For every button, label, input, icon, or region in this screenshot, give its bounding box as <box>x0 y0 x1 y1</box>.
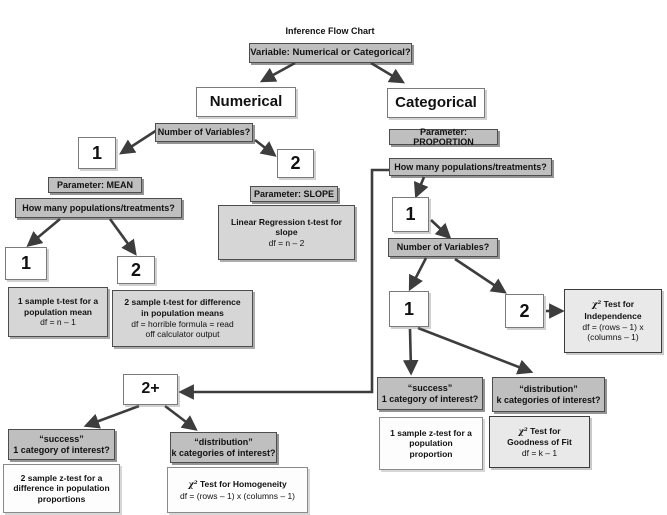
two-populations-mean-box <box>117 256 155 284</box>
numerical-one-variable-box <box>78 137 116 169</box>
two-sample-t-test-line2: in population means <box>141 307 224 318</box>
two-sample-t-test-df2: off calculator output <box>145 329 220 340</box>
linear-regression-line1: Linear Regression t-test for <box>231 216 342 227</box>
chi-symbol: χ² <box>591 300 602 311</box>
numerical-two-variables-box <box>277 149 314 178</box>
categorical-one-variable-box <box>389 291 429 327</box>
parameter-mean-box <box>48 177 142 193</box>
parameter-mean-label: Parameter: MEAN <box>56 179 134 190</box>
categorical-branch-box <box>387 88 485 118</box>
numerical-branch-box <box>196 87 296 117</box>
categorical-two-variables-box <box>505 294 544 328</box>
numerical-one-variable-label: 1 <box>91 142 102 163</box>
two-sample-z-test-line2: difference in population <box>13 483 110 494</box>
chi-square-independence-title: χ² Test for <box>591 299 635 311</box>
variable-question-box <box>249 43 412 63</box>
two-sample-z-test-line1: 2 sample z-test for a <box>20 472 103 483</box>
one-sample-t-test-df: df = n – 1 <box>40 317 76 328</box>
two-sample-t-test-line1: 2 sample t-test for difference <box>124 297 241 308</box>
number-of-variables-categorical-box <box>388 238 498 257</box>
categorical-two-variables-label: 2 <box>519 300 530 321</box>
chi-square-homogeneity-box <box>167 467 308 513</box>
distribution-one-line1: “distribution” <box>519 384 578 395</box>
parameter-proportion-label: Parameter: PROPORTION <box>413 126 474 147</box>
homogeneity-title: χ² Test for Homogeneity <box>188 478 287 490</box>
one-sample-z-test-line1: 1 sample z-test for a <box>390 427 472 438</box>
numerical-two-variables-label: 2 <box>290 153 301 174</box>
one-sample-t-test-line1: 1 sample t-test for a <box>17 296 99 307</box>
chi-square-independence-title2: Independence <box>584 310 642 321</box>
linear-regression-line2: slope <box>275 227 298 238</box>
two-sample-z-test-line3: proportions <box>37 493 86 504</box>
number-of-variables-numerical-label: Number of Variables? <box>157 127 251 138</box>
distribution-two-categories-box <box>170 432 277 463</box>
page-title: Inference Flow Chart <box>285 26 375 36</box>
linear-regression-df: df = n – 2 <box>268 237 305 248</box>
success-one-category-box <box>377 377 483 410</box>
how-many-populations-categorical-box <box>389 158 552 176</box>
how-many-populations-categorical-label: How many populations/treatments? <box>394 161 547 172</box>
two-populations-mean-label: 2 <box>130 259 141 280</box>
parameter-proportion-box <box>389 126 498 147</box>
goodness-title2: Goodness of Fit <box>507 437 572 448</box>
number-of-variables-categorical-label: Number of Variables? <box>396 242 490 253</box>
linear-regression-t-test-box <box>218 205 355 260</box>
one-sample-t-test-line2: population mean <box>24 306 92 317</box>
one-population-mean-box <box>5 247 47 280</box>
categorical-label: Categorical <box>395 94 477 112</box>
one-sample-t-test-box <box>8 287 108 337</box>
chi-symbol: χ² <box>518 426 528 437</box>
one-population-mean-label: 1 <box>20 253 31 274</box>
numerical-label: Numerical <box>209 93 283 111</box>
how-many-populations-numerical-box <box>15 198 182 218</box>
chi-square-independence-df2: (columns – 1) <box>587 332 639 343</box>
variable-question-label: Variable: Numerical or Categorical? <box>250 46 411 58</box>
distribution-one-line2: k categories of interest? <box>496 394 601 405</box>
success-one-line1: “success” <box>407 383 453 394</box>
distribution-two-line1: “distribution” <box>194 437 253 448</box>
success-two-category-box <box>8 429 115 460</box>
one-sample-z-test-line3: proportion <box>409 448 453 459</box>
parameter-slope-label: Parameter: SLOPE <box>253 188 335 199</box>
distribution-one-categories-box <box>492 377 605 412</box>
two-plus-populations-label: 2+ <box>141 380 160 398</box>
chi-square-goodness-of-fit-box <box>489 416 590 468</box>
parameter-slope-box <box>250 186 338 202</box>
success-two-line2: 1 category of interest? <box>13 444 110 455</box>
one-sample-z-test-line2: population <box>409 438 453 449</box>
two-sample-z-test-box <box>3 464 120 513</box>
goodness-df: df = k – 1 <box>521 447 558 458</box>
number-of-variables-numerical-box <box>155 123 253 142</box>
categorical-one-population-label: 1 <box>405 204 416 225</box>
two-sample-t-test-df1: df = horrible formula = read <box>131 318 234 329</box>
chi-square-independence-box <box>564 289 662 353</box>
success-two-line1: “success” <box>39 434 84 445</box>
two-sample-t-test-box <box>112 290 253 347</box>
categorical-one-population-box <box>392 197 429 232</box>
chi-symbol: χ² <box>188 479 198 490</box>
success-one-line2: 1 category of interest? <box>381 393 479 404</box>
two-plus-populations-box <box>123 374 178 405</box>
homogeneity-df: df = (rows – 1) x (columns – 1) <box>179 490 296 501</box>
goodness-title: χ² Test for <box>518 425 561 437</box>
chi-square-independence-df1: df = (rows – 1) x <box>582 321 644 332</box>
categorical-one-variable-label: 1 <box>403 298 414 319</box>
one-sample-z-test-box <box>379 417 483 470</box>
distribution-two-line2: k categories of interest? <box>171 447 276 458</box>
how-many-populations-numerical-label: How many populations/treatments? <box>22 202 175 213</box>
